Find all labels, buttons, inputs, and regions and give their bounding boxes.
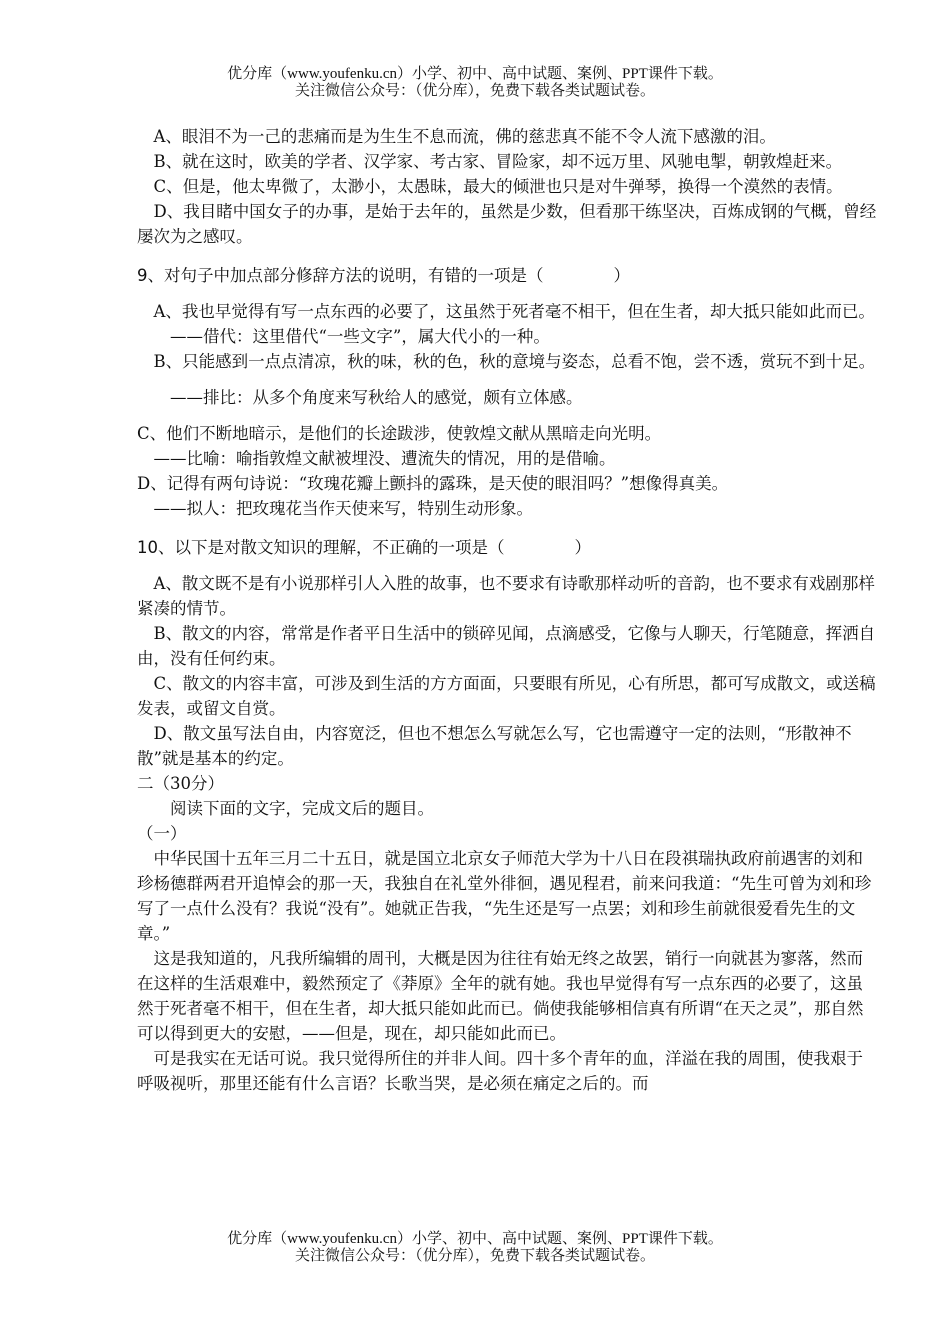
q9-option-c-note: ——比喻：喻指敦煌文献被埋没、遭流失的情况，用的是借喻。	[153, 449, 616, 468]
q10-option-d: D、散文虽写法自由，内容宽泛，但也不想怎么写就怎么写，它也需遵守一定的法则，“形散神不散”就是基本的约定。	[137, 724, 852, 768]
section-2-subheading: （一）	[137, 824, 187, 843]
page-header	[0, 66, 950, 100]
passage-paragraph-3: 可是我实在无话可说。我只觉得所住的并非人间。四十多个青年的血，洋溢在我的周围，使我艰于呼吸视听，那里还能有什么言语？长歌当哭，是必须在痛定之后的。而	[137, 1049, 863, 1093]
q9-stem	[137, 263, 877, 288]
q8-option-c: C、但是，他太卑微了，太渺小，太愚昧，最大的倾泄也只是对牛弹琴，换得一个漠然的表情。	[153, 177, 843, 196]
footer-line-1: 优分库（www.youfenku.cn）小学、初中、高中试题、案例、PPT课件下载。	[227, 1231, 723, 1247]
q9-option-b: B、只能感到一点点清凉，秋的味，秋的色，秋的意境与姿态，总看不饱，尝不透，赏玩不到十足。	[153, 352, 876, 371]
q10-option-a: A、散文既不是有小说那样引人入胜的故事，也不要求有诗歌那样动听的音韵，也不要求有戏剧那样紧凑的情节。	[137, 574, 875, 618]
passage-paragraph-1: 中华民国十五年三月二十五日，就是国立北京女子师范大学为十八日在段祺瑞执政府前遇害的刘和珍杨德群两君开追悼会的那一天，我独自在礼堂外徘徊，遇见程君，前来问我道：“先生可曾为刘和珍写了一点什么没有？我说“没有”。她就正告我，“先生还是写一点罢；刘和珍生前就很爱看先生的文章。”	[137, 849, 872, 943]
header-line-1: 优分库（www.youfenku.cn）小学、初中、高中试题、案例、PPT课件下载。	[227, 66, 723, 82]
q10-stem-close: ）	[574, 538, 591, 557]
page-content	[137, 124, 877, 1096]
header-line-2: 关注微信公众号：（优分库），免费下载各类试题试卷。	[294, 83, 655, 99]
q10-option-b: B、散文的内容，常常是作者平日生活中的锁碎见闻，点滴感受，它像与人聊天，行笔随意，挥洒自由，没有任何约束。	[137, 624, 876, 668]
q10-stem	[137, 535, 877, 560]
q8-option-b: B、就在这时，欧美的学者、汉学家、考古家、冒险家，却不远万里、风驰电掣，朝敦煌赶来。	[153, 152, 843, 171]
q9-option-d-note: ——拟人：把玫瑰花当作天使来写，特别生动形象。	[153, 499, 533, 518]
footer-line-2: 关注微信公众号：（优分库），免费下载各类试题试卷。	[294, 1248, 655, 1264]
q9-option-c: C、他们不断地暗示，是他们的长途跋涉，使敦煌文献从黑暗走向光明。	[137, 424, 662, 443]
q8-option-d: D、我目睹中国女子的办事，是始于去年的，虽然是少数，但看那干练坚决，百炼成钢的气概，曾经屡次为之感叹。	[137, 202, 877, 246]
q9-option-b-note: ——排比：从多个角度来写秋给人的感觉，颇有立体感。	[170, 388, 583, 407]
q9-option-d: D、记得有两句诗说：“玫瑰花瓣上颤抖的露珠，是天使的眼泪吗？”想像得真美。	[137, 474, 729, 493]
q10-option-c: C、散文的内容丰富，可涉及到生活的方方面面，只要眼有所见，心有所思，都可写成散文，或送稿发表，或留文自赏。	[137, 674, 876, 718]
section-2-instruction: 阅读下面的文字，完成文后的题目。	[170, 799, 434, 818]
q9-stem-text: 9、对句子中加点部分修辞方法的说明，有错的一项是（	[137, 266, 544, 285]
q9-stem-close: ）	[613, 266, 630, 285]
passage-paragraph-2: 这是我知道的，凡我所编辑的周刊，大概是因为往往有始无终之故罢，销行一向就甚为寥落，然而在这样的生活艰难中，毅然预定了《莽原》全年的就有她。我也早觉得有写一点东西的必要了，这虽然于死者毫不相干，但在生者，却大抵只能如此而已。倘使我能够相信真有所谓“在天之灵”，那自然可以得到更大的安慰，——但是，现在，却只能如此而已。	[137, 949, 864, 1043]
q9-option-a: A、我也早觉得有写一点东西的必要了，这虽然于死者毫不相干，但在生者，却大抵只能如此而已。	[153, 302, 875, 321]
q8-option-a: A、眼泪不为一己的悲痛而是为生生不息而流，佛的慈悲真不能不令人流下感激的泪。	[153, 127, 776, 146]
q10-stem-text: 10、以下是对散文知识的理解，不正确的一项是（	[137, 538, 505, 557]
page-footer	[0, 1231, 950, 1265]
section-2-title: 二（30分）	[137, 774, 224, 793]
q9-option-a-note: ——借代：这里借代“一些文字”，属大代小的一种。	[170, 327, 550, 346]
